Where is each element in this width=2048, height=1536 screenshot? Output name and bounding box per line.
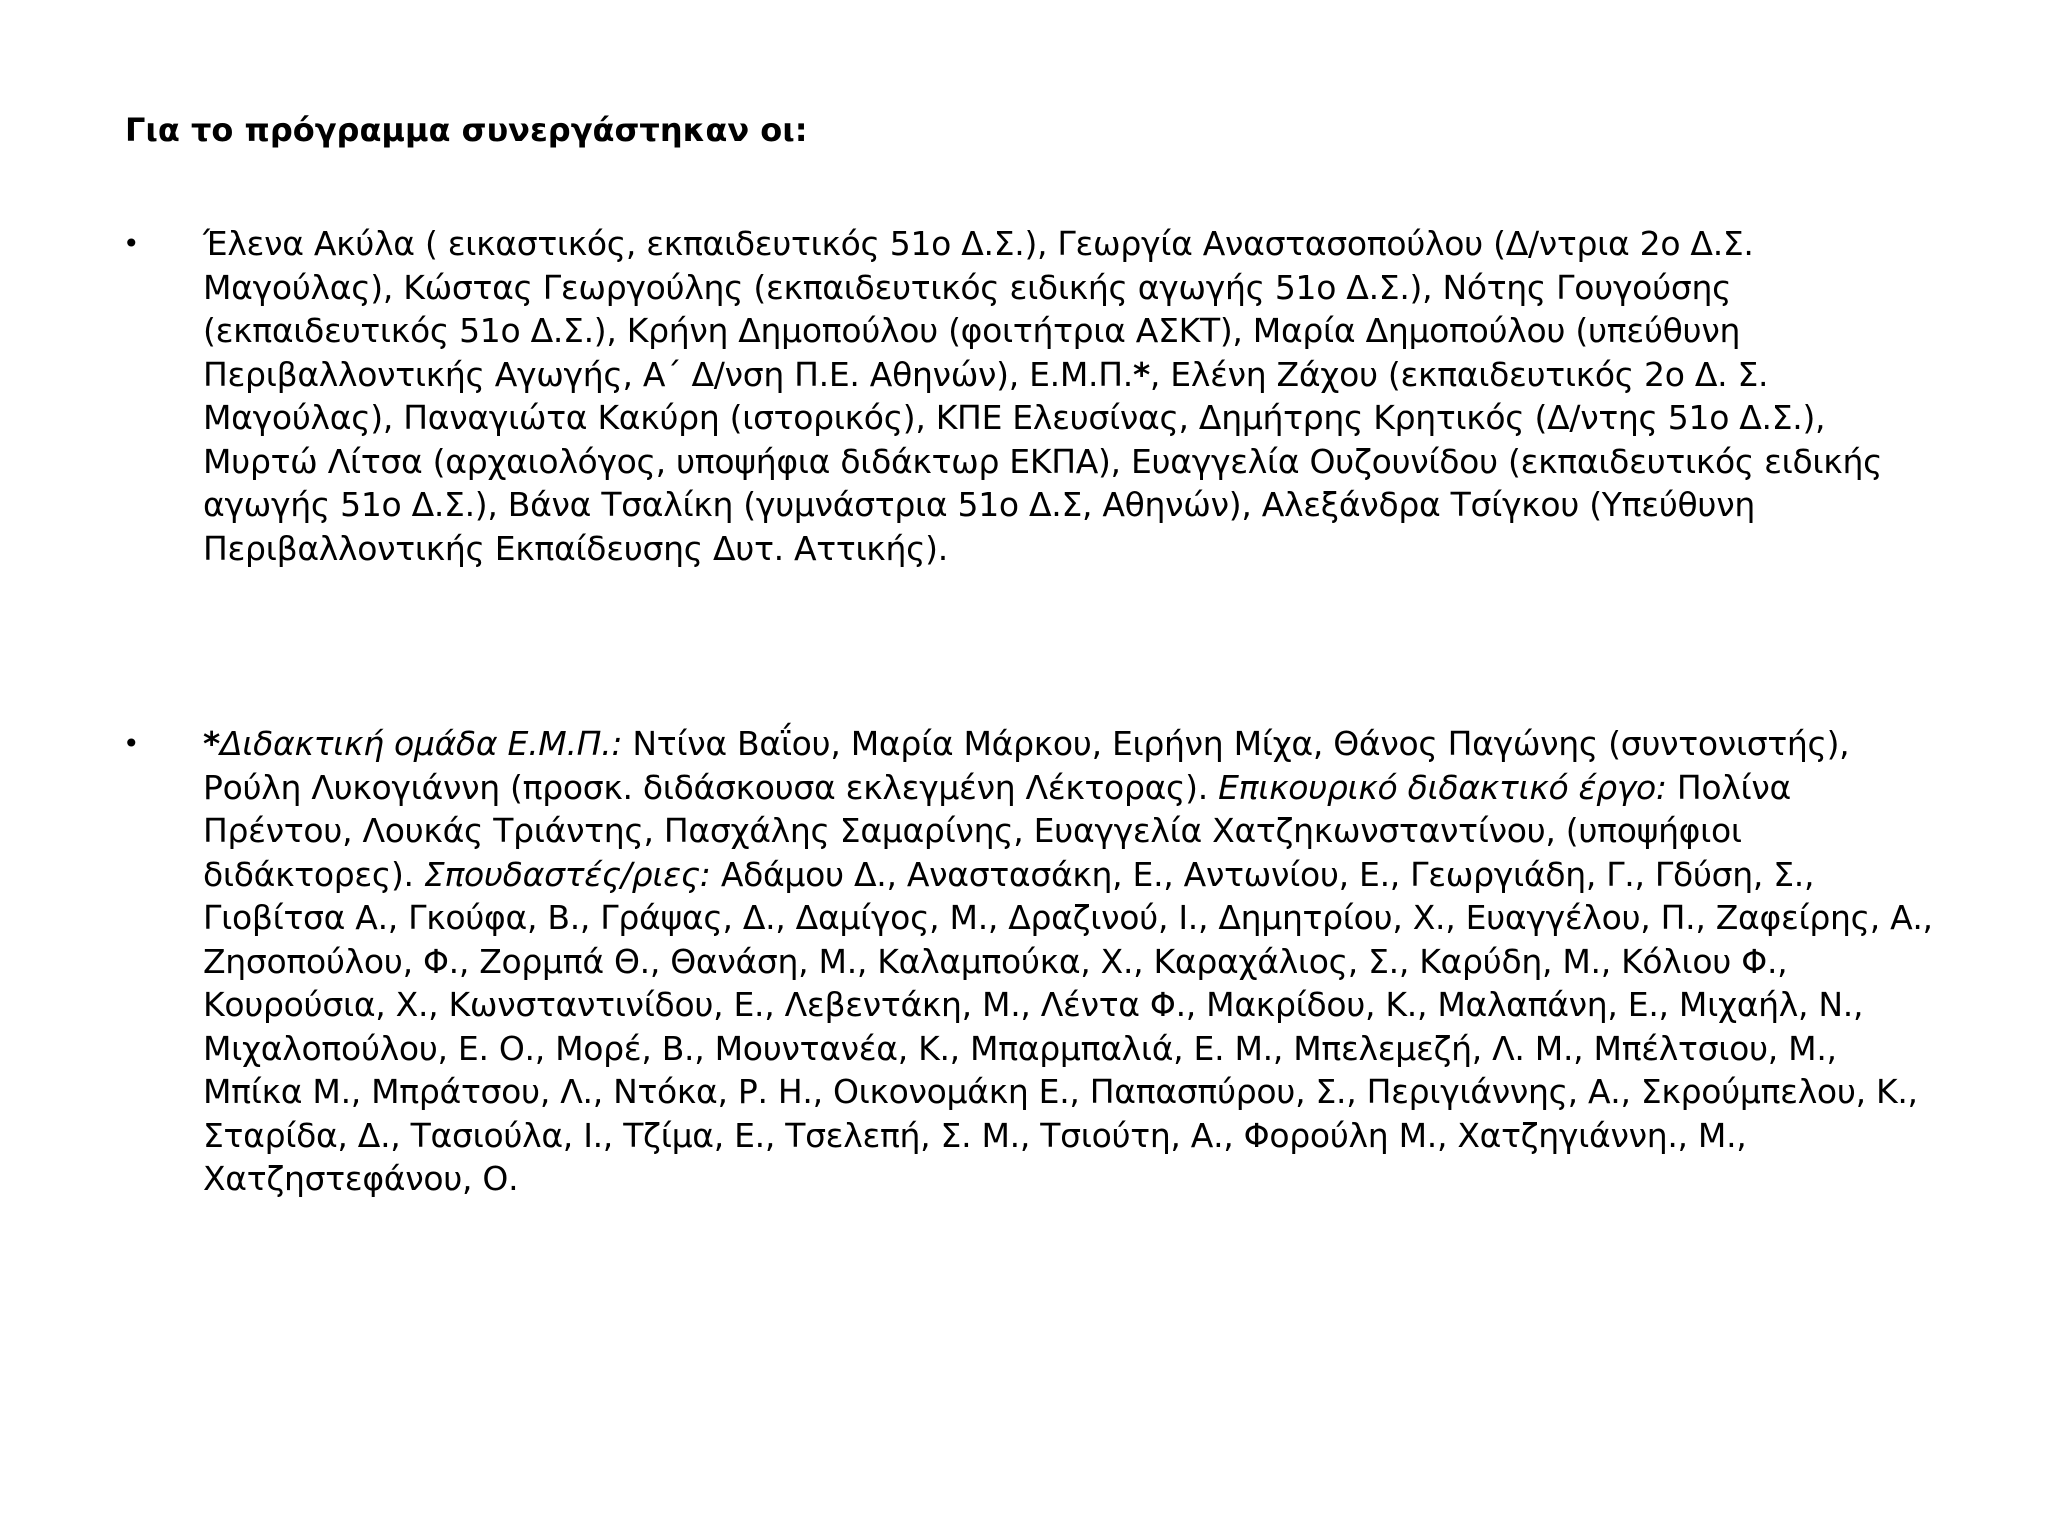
- footnote-star: *: [1132, 354, 1150, 394]
- assistant-teaching-text: Πολίνα Πρέντου, Λουκάς Τριάντης, Πασχάλης Σαμαρίνης, Ευαγγελία Χατζηκωνσταντίνου, (υποψήφιοι διδάκτορες).: [203, 767, 1791, 894]
- ntua-team-list-item: [203, 722, 1943, 1201]
- students-label: Σπουδαστές/ριες:: [423, 854, 711, 894]
- collaborators-text-part1: Έλενα Ακύλα ( εικαστικός, εκπαιδευτικός 51ο Δ.Σ.), Γεωργία Αναστασοπούλου (Δ/ντρια 2ο Δ.Σ. Μαγούλας), Κώστας Γεωργούλης (εκπαιδευτικός ειδικής αγωγής 51ο Δ.Σ.), Νότης Γουγούσης (εκπαιδευτικός 51ο Δ.Σ.), Κρήνη Δημοπούλου (φοιτήτρια ΑΣΚΤ), Μαρία Δημοπούλου (υπεύθυνη Περιβαλλοντικής Αγωγής, Α΄ Δ/νση Π.Ε. Αθηνών), Ε.Μ.Π.: [203, 224, 1754, 394]
- teaching-team-text: Ντίνα Βαΐου, Μαρία Μάρκου, Ειρήνη Μίχα, Θάνος Παγώνης (συντονιστής), Ρούλη Λυκογιάννη (προσκ. διδάσκουσα εκλεγμένη Λέκτορας).: [203, 724, 1850, 807]
- page-title: Για το πρόγραμμα συνεργάστηκαν οι:: [125, 111, 808, 149]
- teaching-team-label: Διδακτική ομάδα Ε.Μ.Π.:: [219, 724, 623, 763]
- collaborators-list-item: [203, 222, 1943, 570]
- assistant-teaching-label: Επικουρικό διδακτικό έργο:: [1218, 767, 1667, 807]
- bullet-marker: •: [123, 727, 140, 760]
- footnote-star: *: [203, 724, 220, 763]
- bullet-marker: •: [123, 227, 140, 260]
- students-text: Αδάμου Δ., Αναστασάκη, Ε., Αντωνίου, Ε., Γεωργιάδη, Γ., Γδύση, Σ., Γιοβίτσα Α., Γκούφα, Β., Γράψας, Δ., Δαμίγος, Μ., Δραζινού, Ι., Δημητρίου, Χ., Ευαγγέλου, Π., Ζαφείρης, Α., Ζησοπούλου, Φ., Ζορμπά Θ., Θανάση, Μ., Καλαμπούκα, Χ., Καραχάλιος, Σ., Καρύδη, Μ., Κόλιου Φ., Κουρούσια, Χ., Κωνσταντινίδου, Ε., Λεβεντάκη, Μ., Λέντα Φ., Μακρίδου, Κ., Μαλαπάνη, Ε., Μιχαήλ, Ν., Μιχαλοπούλου, Ε. Ο., Μορέ, Β., Μουντανέα, Κ., Μπαρμπαλιά, Ε. Μ., Μπελεμεζή, Λ. Μ., Μπέλτσιου, Μ., Μπίκα Μ., Μπράτσου, Λ., Ντόκα, Ρ. Η., Οικονομάκη Ε., Παπασπύρου, Σ., Περιγιάννης, Α., Σκρούμπελου, Κ., Σταρίδα, Δ., Τασιούλα, Ι., Τζίμα, Ε., Τσελεπή, Σ. Μ., Τσιούτη, Α., Φορούλη Μ., Χατζηγιάννη., Μ., Χατζηστεφάνου, Ο.: [203, 854, 1933, 1198]
- collaborators-text-part2: , Ελένη Ζάχου (εκπαιδευτικός 2ο Δ. Σ. Μαγούλας), Παναγιώτα Κακύρη (ιστορικός), ΚΠΕ Ελευσίνας, Δημήτρης Κρητικός (Δ/ντης 51ο Δ.Σ.), Μυρτώ Λίτσα (αρχαιολόγος, υποψήφια διδάκτωρ ΕΚΠΑ), Ευαγγελία Ουζουνίδου (εκπαιδευτικός ειδικής αγωγής 51ο Δ.Σ.), Βάνα Τσαλίκη (γυμνάστρια 51ο Δ.Σ, Αθηνών), Αλεξάνδρα Τσίγκου (Υπεύθυνη Περιβαλλοντικής Εκπαίδευσης Δυτ. Αττικής).: [203, 354, 1883, 568]
